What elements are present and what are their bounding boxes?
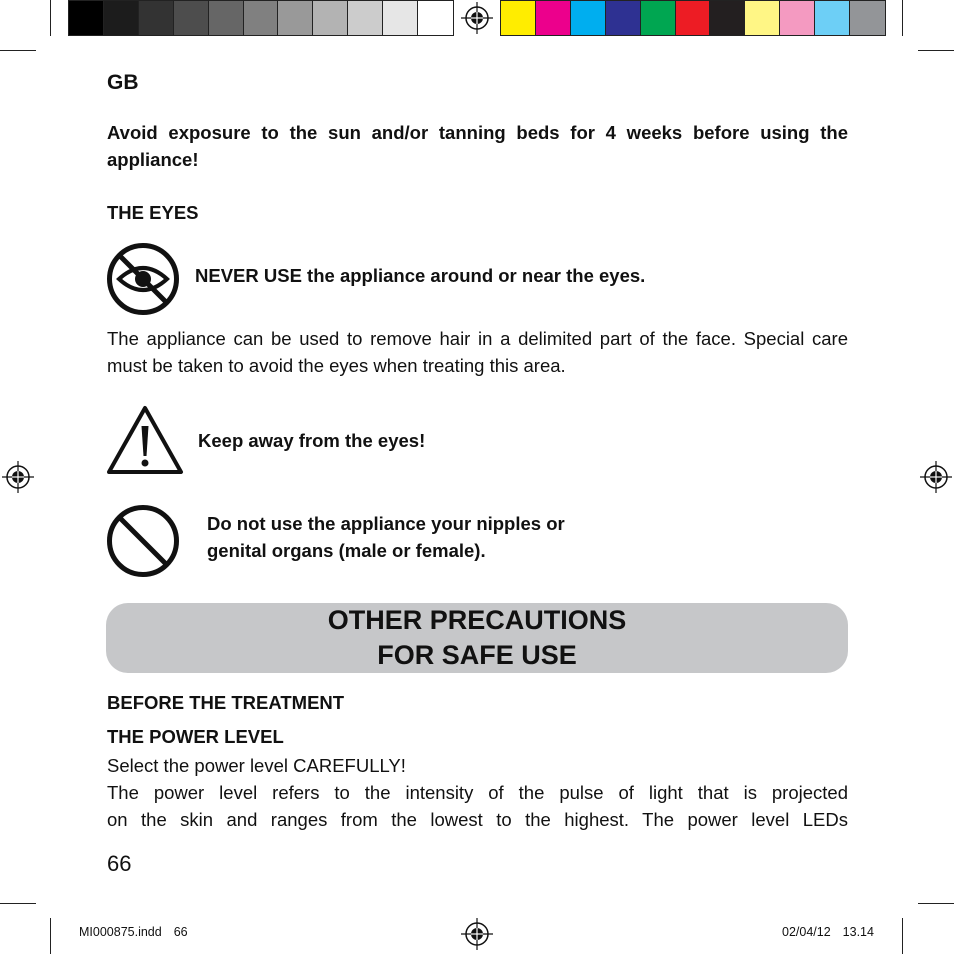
slug-time: 13.14 (842, 925, 874, 939)
color-swatch (501, 1, 536, 35)
color-swatch (606, 1, 641, 35)
warning-triangle-icon (105, 404, 185, 476)
color-swatch (780, 1, 815, 35)
crop-mark (902, 918, 903, 954)
power-level-text (107, 752, 848, 833)
color-swatch (244, 1, 279, 35)
never-use-warning: NEVER USE the appliance around or near the eyes. (195, 265, 646, 286)
color-swatch (571, 1, 606, 35)
banner-line-1: OTHER PRECAUTIONS (327, 605, 627, 635)
crossed-out-eye-icon (106, 242, 180, 316)
nipples-warning (207, 510, 565, 564)
color-swatch (348, 1, 383, 35)
crop-mark (918, 50, 954, 51)
color-calibration-bar (500, 0, 886, 36)
color-swatch (710, 1, 745, 35)
page-number: 66 (107, 851, 132, 876)
slug-timestamp (782, 925, 874, 939)
registration-mark-icon (2, 461, 34, 493)
slug-file-name: MI000875.indd (79, 925, 162, 939)
before-treatment-heading: BEFORE THE TREATMENT (107, 692, 345, 713)
color-swatch (313, 1, 348, 35)
nipples-warning-line-2: genital organs (male or female). (207, 540, 486, 561)
sun-exposure-warning: Avoid exposure to the sun and/or tanning beds for 4 weeks before using the appliance! (107, 122, 848, 170)
keep-away-warning: Keep away from the eyes! (198, 430, 426, 451)
color-swatch (676, 1, 711, 35)
color-swatch (850, 1, 885, 35)
color-swatch (69, 1, 104, 35)
crop-mark (902, 0, 903, 36)
crop-mark (0, 903, 36, 904)
crop-mark (50, 918, 51, 954)
color-swatch (815, 1, 850, 35)
color-swatch (418, 1, 453, 35)
power-select-line: Select the power level CAREFULLY! (107, 755, 406, 776)
precautions-banner (106, 603, 848, 673)
color-swatch (209, 1, 244, 35)
color-swatch (174, 1, 209, 35)
prohibited-circle-icon (106, 504, 180, 578)
slug-file-info (79, 925, 188, 939)
banner-line-2: FOR SAFE USE (377, 640, 577, 670)
registration-mark-icon (461, 918, 493, 950)
crop-mark (918, 903, 954, 904)
slug-file-page: 66 (173, 925, 188, 939)
crop-mark (0, 50, 36, 51)
registration-mark-icon (461, 2, 493, 34)
nipples-warning-line-1: Do not use the appliance your nipples or (207, 513, 565, 534)
gray-calibration-bar (68, 0, 454, 36)
color-swatch (104, 1, 139, 35)
language-code: GB (107, 71, 139, 94)
color-swatch (641, 1, 676, 35)
power-description-line-2: on the skin and ranges from the lowest to the highest. The power level LEDs (107, 809, 848, 830)
eyes-heading: THE EYES (107, 202, 199, 223)
color-swatch (536, 1, 571, 35)
slug-date: 02/04/12 (782, 925, 831, 939)
face-paragraph: The appliance can be used to remove hair in a delimited part of the face. Special care must be taken to avoid the eyes when treating this area. (107, 328, 848, 376)
color-swatch (278, 1, 313, 35)
power-description-line-1: The power level refers to the intensity of the pulse of light that is projected (107, 782, 848, 803)
power-level-heading: THE POWER LEVEL (107, 726, 284, 747)
crop-mark (50, 0, 51, 36)
registration-mark-icon (920, 461, 952, 493)
color-swatch (383, 1, 418, 35)
color-swatch (139, 1, 174, 35)
color-swatch (745, 1, 780, 35)
